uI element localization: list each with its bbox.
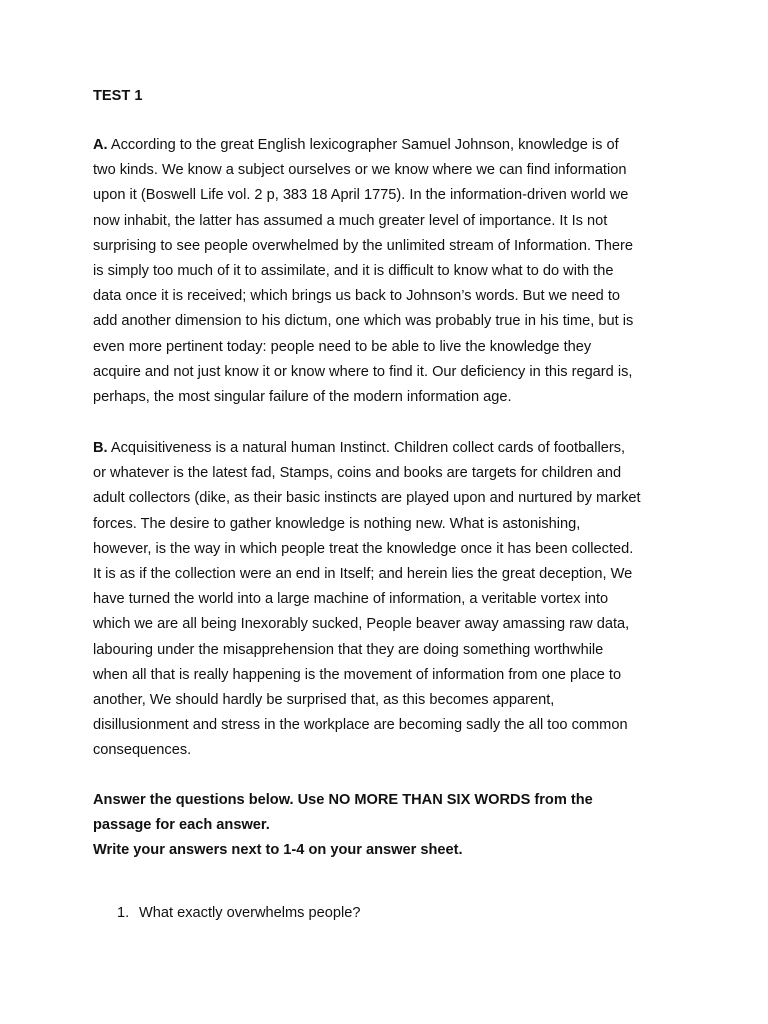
instruction-line: passage for each answer. [93, 817, 270, 834]
question-list [93, 901, 693, 926]
paragraph-line: another, We should hardly be surprised that, as this becomes apparent, [93, 692, 555, 709]
paragraph-line: consequences. [93, 742, 192, 759]
paragraph-line: forces. The desire to gather knowledge is nothing new. What is astonishing, [93, 515, 581, 532]
paragraph-line: which we are all being Inexorably sucked, People beaver away amassing raw data, [93, 616, 630, 633]
instruction-line: Write your answers next to 1-4 on your answer sheet. [93, 842, 463, 859]
document-title: TEST 1 [93, 88, 143, 104]
paragraph-line [93, 436, 693, 461]
paragraph-line: add another dimension to his dictum, one which was probably true in his time, but is [93, 313, 634, 330]
paragraph-b [93, 436, 693, 764]
paragraph-line: when all that is really happening is the movement of information from one place to [93, 666, 622, 683]
paragraph-line: surprising to see people overwhelmed by the unlimited stream of Information. There [93, 237, 633, 254]
paragraph-line: adult collectors (dike, as their basic instincts are played upon and nurtured by market [93, 490, 641, 507]
instruction-line: Answer the questions below. Use NO MORE THAN SIX WORDS from the [93, 792, 593, 808]
paragraph-line: now inhabit, the latter has assumed a much greater level of importance. It Is not [93, 212, 608, 229]
paragraph-line: acquire and not just know it or know where to find it. Our deficiency in this regard is, [93, 363, 633, 380]
paragraph-line: upon it (Boswell Life vol. 2 p, 383 18 April 1775). In the information-driven world we [93, 187, 629, 204]
paragraph-line: even more pertinent today: people need to be able to live the knowledge they [93, 338, 592, 355]
paragraph-text: Acquisitiveness is a natural human Instinct. Children collect cards of footballers, [107, 440, 626, 456]
paragraph-text: According to the great English lexicographer Samuel Johnson, knowledge is of [107, 137, 619, 153]
paragraph-line: however, is the way in which people treat the knowledge once it has been collected. [93, 540, 634, 557]
paragraph-label: A. [93, 137, 108, 153]
paragraph-line: perhaps, the most singular failure of the modern information age. [93, 389, 512, 406]
paragraph-label: B. [93, 440, 108, 456]
question-text: What exactly overwhelms people? [139, 905, 361, 921]
paragraph-line: or whatever is the latest fad, Stamps, coins and books are targets for children and [93, 465, 622, 482]
paragraph-line: two kinds. We know a subject ourselves or we know where we can find information [93, 162, 627, 179]
paragraph-line: have turned the world into a large machine of information, a veritable vortex into [93, 591, 609, 608]
question-item [93, 901, 693, 926]
instructions [93, 788, 693, 864]
paragraph-line: is simply too much of it to assimilate, and it is difficult to know what to do with the [93, 263, 614, 280]
paragraph-line: It is as if the collection were an end in Itself; and herein lies the great deception, We [93, 566, 633, 583]
paragraph-line: data once it is received; which brings us back to Johnson’s words. But we need to [93, 288, 621, 305]
paragraph-line [93, 133, 693, 158]
question-number: 1. [117, 905, 130, 921]
paragraph-line: labouring under the misapprehension that they are doing something worthwhile [93, 641, 604, 658]
paragraph-a [93, 133, 693, 410]
paragraph-line: disillusionment and stress in the workplace are becoming sadly the all too common [93, 717, 628, 734]
